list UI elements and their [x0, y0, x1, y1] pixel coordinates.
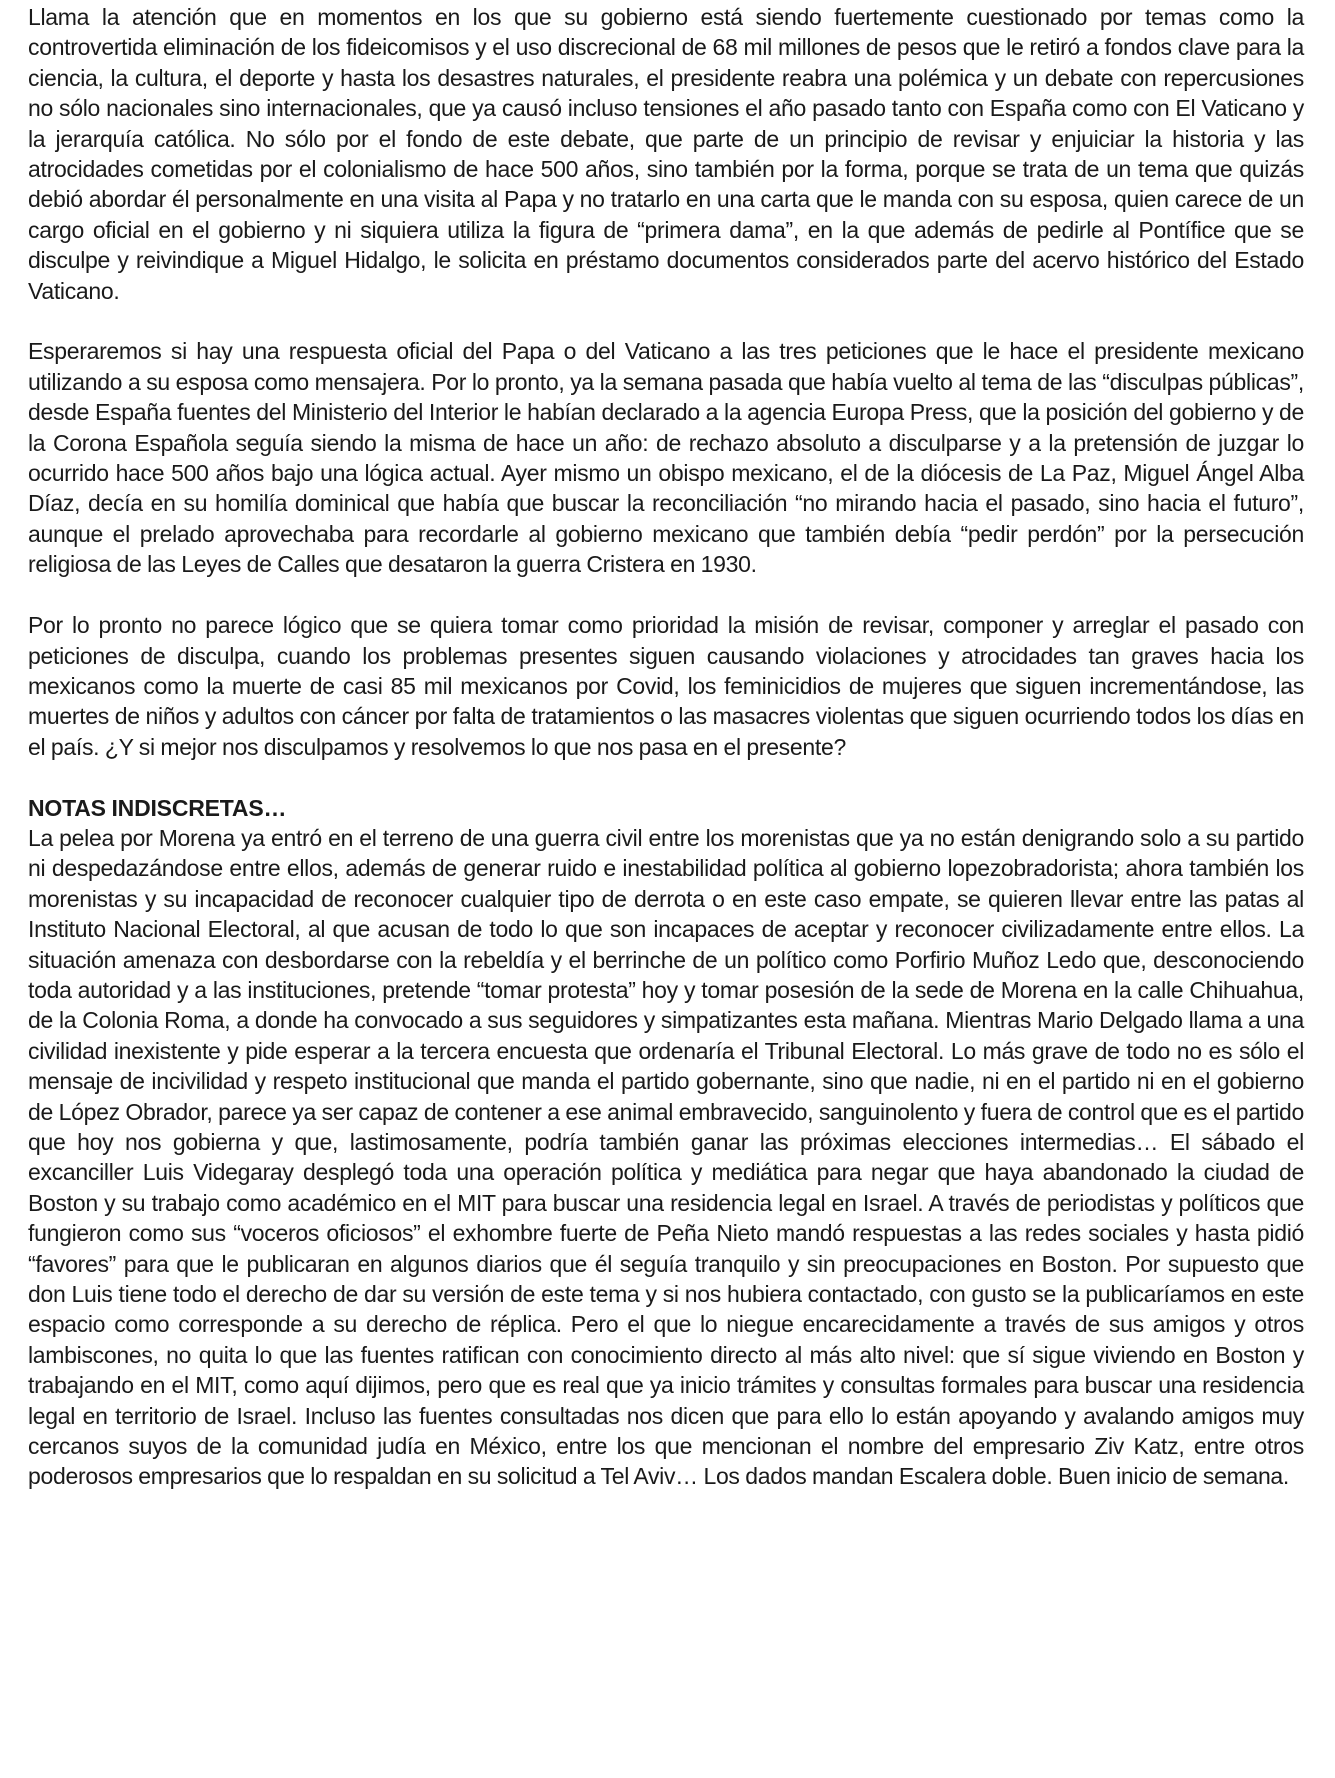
- article-paragraph-1: Llama la atención que en momentos en los que su gobierno está siendo fuertemente cuestionado por temas como la controvertida eliminación de los fideicomisos y el uso discrecional de 68 mil millones de pesos que le retiró a fondos clave para la ciencia, la cultura, el deporte y hasta los desastres naturales, el presidente reabra una polémica y un debate con repercusiones no sólo nacionales sino internacionales, que ya causó incluso tensiones el año pasado tanto con España como con El Vaticano y la jerarquía católica. No sólo por el fondo de este debate, que parte de un principio de revisar y enjuiciar la historia y las atrocidades cometidas por el colonialismo de hace 500 años, sino también por la forma, porque se trata de un tema que quizás debió abordar él personalmente en una visita al Papa y no tratarlo en una carta que le manda con su esposa, quien carece de un cargo oficial en el gobierno y ni siquiera utiliza la figura de “primera dama”, en la que además de pedirle al Pontífice que se disculpe y reivindique a Miguel Hidalgo, le solicita en préstamo documentos considerados parte del acervo histórico del Estado Vaticano.: [28, 4, 1304, 304]
- article-body: [28, 2, 1304, 1492]
- article-paragraph-2: Esperaremos si hay una respuesta oficial del Papa o del Vaticano a las tres peticiones que le hace el presidente mexicano utilizando a su esposa como mensajera. Por lo pronto, ya la semana pasada que había vuelto al tema de las “disculpas públicas”, desde España fuentes del Ministerio del Interior le habían declarado a la agencia Europa Press, que la posición del gobierno y de la Corona Española seguía siendo la misma de hace un año: de rechazo absoluto a disculparse y a la pretensión de juzgar lo ocurrido hace 500 años bajo una lógica actual. Ayer mismo un obispo mexicano, el de la diócesis de La Paz, Miguel Ángel Alba Díaz, decía en su homilía dominical que había que buscar la reconciliación “no mirando hacia el pasado, sino hacia el futuro”, aunque el prelado aprovechaba para recordarle al gobierno mexicano que también debía “pedir perdón” por la persecución religiosa de las Leyes de Calles que desataron la guerra Cristera en 1930.: [28, 338, 1304, 578]
- article-paragraph-3: Por lo pronto no parece lógico que se quiera tomar como prioridad la misión de revisar, componer y arreglar el pasado con peticiones de disculpa, cuando los problemas presentes siguen causando violaciones y atrocidades tan graves hacia los mexicanos como la muerte de casi 85 mil mexicanos por Covid, los feminicidios de mujeres que siguen incrementándose, las muertes de niños y adultos con cáncer por falta de tratamientos o las masacres violentas que siguen ocurriendo todos los días en el país. ¿Y si mejor nos disculpamos y resolvemos lo que nos pasa en el presente?: [28, 612, 1304, 760]
- notes-paragraph: La pelea por Morena ya entró en el terreno de una guerra civil entre los morenistas que ya no están denigrando solo a su partido ni despedazándose entre ellos, además de generar ruido e inestabilidad política al gobierno lopezobradorista; ahora también los morenistas y su incapacidad de reconocer cualquier tipo de derrota o en este caso empate, se quieren llevar entre las patas al Instituto Nacional Electoral, al que acusan de todo lo que son incapaces de aceptar y reconocer civilizadamente entre ellos. La situación amenaza con desbordarse con la rebeldía y el berrinche de un político como Porfirio Muñoz Ledo que, desconociendo toda autoridad y a las instituciones, pretende “tomar protesta” hoy y tomar posesión de la sede de Morena en la calle Chihuahua, de la Colonia Roma, a donde ha convocado a sus seguidores y simpatizantes esta mañana. Mientras Mario Delgado llama a una civilidad inexistente y pide esperar a la tercera encuesta que ordenaría el Tribunal Electoral. Lo más grave de todo no es sólo el mensaje de incivilidad y respeto institucional que manda el partido gobernante, sino que nadie, ni en el partido ni en el gobierno de López Obrador, parece ya ser capaz de contener a ese animal embravecido, sanguinolento y fuera de control que es el partido que hoy nos gobierna y que, lastimosamente, podría también ganar las próximas elecciones intermedias… El sábado el excanciller Luis Videgaray desplegó toda una operación política y mediática para negar que haya abandonado la ciudad de Boston y su trabajo como académico en el MIT para buscar una residencia legal en Israel. A través de periodistas y políticos que fungieron como sus “voceros oficiosos” el exhombre fuerte de Peña Nieto mandó respuestas a las redes sociales y hasta pidió “favores” para que le publicaran en algunos diarios que él seguía tranquilo y sin preocupaciones en Boston. Por supuesto que don Luis tiene todo el derecho de dar su versión de este tema y si nos hubiera contactado, con gusto se la publicaríamos en este espacio como corresponde a su derecho de réplica. Pero el que lo niegue encarecidamente a través de sus amigos y otros lambiscones, no quita lo que las fuentes ratifican con conocimiento directo al más alto nivel: que sí sigue viviendo en Boston y trabajando en el MIT, como aquí dijimos, pero que es real que ya inicio trámites y consultas formales para buscar una residencia legal en territorio de Israel. Incluso las fuentes consultadas nos dicen que para ello lo están apoyando y avalando amigos muy cercanos suyos de la comunidad judía en México, entre los que mencionan el nombre del empresario Ziv Katz, entre otros poderosos empresarios que lo respaldan en su solicitud a Tel Aviv… Los dados mandan Escalera doble. Buen inicio de semana.: [28, 824, 1304, 1490]
- section-heading: NOTAS INDISCRETAS…: [28, 794, 287, 821]
